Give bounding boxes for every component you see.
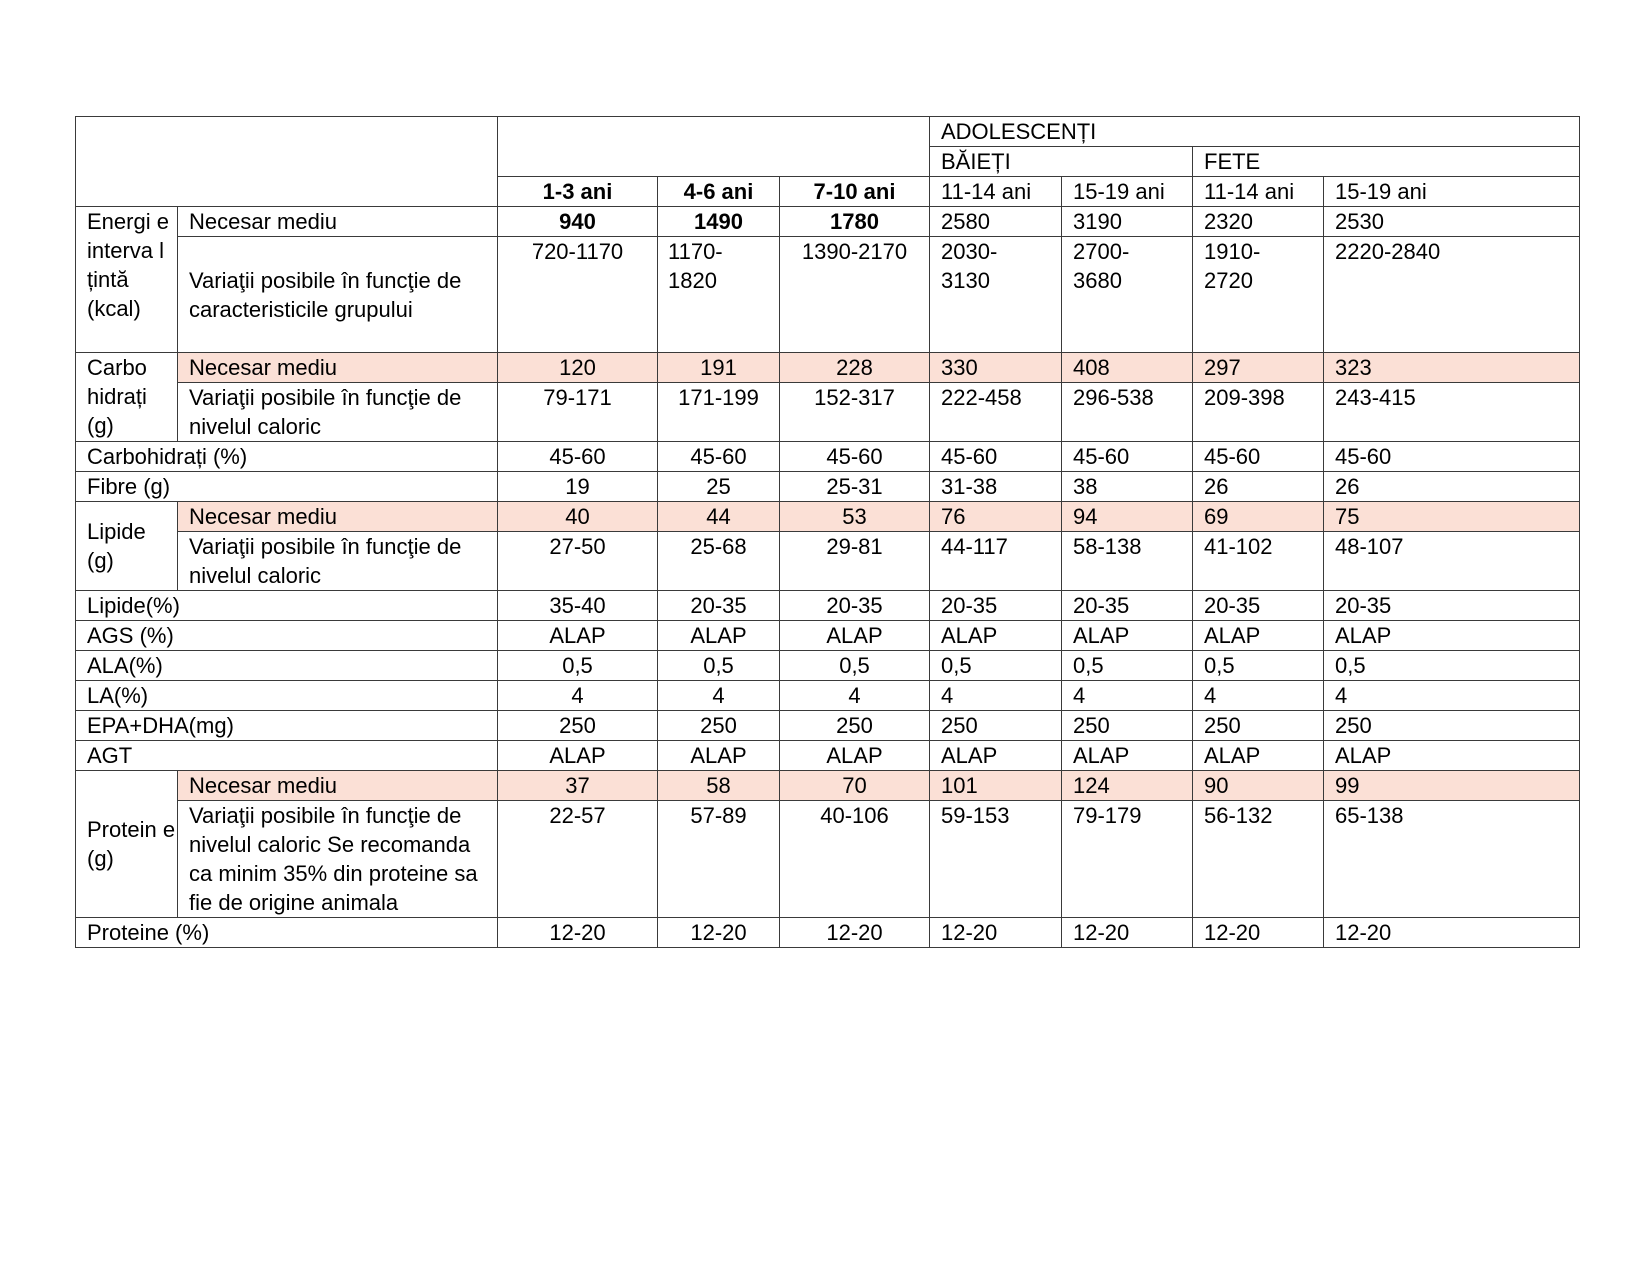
- ala-value: 0,5: [780, 651, 930, 681]
- ala-value: 0,5: [1193, 651, 1324, 681]
- ala-label: ALA(%): [76, 651, 498, 681]
- proteine-mediu-value: 37: [498, 771, 658, 801]
- lipide-var-value: 48-107: [1324, 532, 1580, 591]
- epa-value: 250: [1193, 711, 1324, 741]
- lipide-mediu-value: 76: [930, 502, 1062, 532]
- lipide-mediu-row: [76, 502, 1580, 532]
- carb-var-row: [76, 383, 1580, 442]
- fibre-value: 31-38: [930, 472, 1062, 502]
- agt-value: ALAP: [1193, 741, 1324, 771]
- age-header: 15-19 ani: [1062, 177, 1193, 207]
- carb-var-value: 79-171: [498, 383, 658, 442]
- proteine-pct-value: 12-20: [498, 918, 658, 948]
- carb-mediu-value: 330: [930, 353, 1062, 383]
- fibre-value: 25-31: [780, 472, 930, 502]
- lipide-pct-value: 35-40: [498, 591, 658, 621]
- header-adolescenti: ADOLESCENȚI: [930, 117, 1580, 147]
- energie-var-value: 1910-2720: [1193, 237, 1324, 353]
- age-header: 1-3 ani: [498, 177, 658, 207]
- lipide-var-value: 58-138: [1062, 532, 1193, 591]
- lipide-pct-value: 20-35: [1324, 591, 1580, 621]
- fibre-label: Fibre (g): [76, 472, 498, 502]
- la-value: 4: [1193, 681, 1324, 711]
- carb-var-value: 171-199: [658, 383, 780, 442]
- epa-value: 250: [498, 711, 658, 741]
- proteine-mediu-value: 99: [1324, 771, 1580, 801]
- carb-mediu-value: 120: [498, 353, 658, 383]
- agt-value: ALAP: [1062, 741, 1193, 771]
- carb-mediu-value: 323: [1324, 353, 1580, 383]
- ags-value: ALAP: [658, 621, 780, 651]
- energie-mediu-value: 2580: [930, 207, 1062, 237]
- energie-mediu-row: [76, 207, 1580, 237]
- carb-mediu-row: [76, 353, 1580, 383]
- la-value: 4: [658, 681, 780, 711]
- energie-mediu-label: Necesar mediu: [178, 207, 498, 237]
- carb-pct-value: 45-60: [1062, 442, 1193, 472]
- fibre-value: 19: [498, 472, 658, 502]
- carb-var-value: 152-317: [780, 383, 930, 442]
- energie-var-row: [76, 237, 1580, 353]
- energie-label: Energi e interva l țintă (kcal): [76, 207, 178, 353]
- la-value: 4: [1324, 681, 1580, 711]
- proteine-pct-value: 12-20: [780, 918, 930, 948]
- energie-var-value: 1390-2170: [780, 237, 930, 353]
- la-value: 4: [1062, 681, 1193, 711]
- la-label: LA(%): [76, 681, 498, 711]
- lipide-pct-row: [76, 591, 1580, 621]
- nutrition-table: [75, 116, 1580, 948]
- lipide-mediu-value: 44: [658, 502, 780, 532]
- fibre-value: 38: [1062, 472, 1193, 502]
- agt-value: ALAP: [498, 741, 658, 771]
- proteine-var-value: 79-179: [1062, 801, 1193, 918]
- energie-mediu-value: 3190: [1062, 207, 1193, 237]
- ags-value: ALAP: [1062, 621, 1193, 651]
- proteine-mediu-value: 58: [658, 771, 780, 801]
- epa-value: 250: [658, 711, 780, 741]
- lipide-pct-value: 20-35: [1062, 591, 1193, 621]
- epa-value: 250: [1062, 711, 1193, 741]
- proteine-pct-value: 12-20: [658, 918, 780, 948]
- epa-value: 250: [1324, 711, 1580, 741]
- age-header: 11-14 ani: [1193, 177, 1324, 207]
- carb-pct-value: 45-60: [780, 442, 930, 472]
- la-row: [76, 681, 1580, 711]
- carb-pct-value: 45-60: [930, 442, 1062, 472]
- ala-value: 0,5: [930, 651, 1062, 681]
- lipide-var-value: 27-50: [498, 532, 658, 591]
- lipide-var-value: 44-117: [930, 532, 1062, 591]
- fibre-value: 26: [1324, 472, 1580, 502]
- fibre-value: 25: [658, 472, 780, 502]
- carb-var-value: 296-538: [1062, 383, 1193, 442]
- energie-var-value: 720-1170: [498, 237, 658, 353]
- lipide-var-label: Variaţii posibile în funcţie de nivelul caloric: [178, 532, 498, 591]
- lipide-pct-value: 20-35: [658, 591, 780, 621]
- ags-value: ALAP: [1324, 621, 1580, 651]
- proteine-pct-value: 12-20: [1062, 918, 1193, 948]
- ags-value: ALAP: [498, 621, 658, 651]
- carb-label: Carbo hidrați (g): [76, 353, 178, 442]
- carb-pct-value: 45-60: [658, 442, 780, 472]
- age-header: 7-10 ani: [780, 177, 930, 207]
- proteine-var-value: 59-153: [930, 801, 1062, 918]
- carb-pct-label: Carbohidrați (%): [76, 442, 498, 472]
- fibre-row: [76, 472, 1580, 502]
- age-header: 11-14 ani: [930, 177, 1062, 207]
- proteine-mediu-value: 90: [1193, 771, 1324, 801]
- proteine-mediu-value: 101: [930, 771, 1062, 801]
- epa-label: EPA+DHA(mg): [76, 711, 498, 741]
- proteine-var-value: 40-106: [780, 801, 930, 918]
- energie-mediu-value: 1490: [658, 207, 780, 237]
- la-value: 4: [930, 681, 1062, 711]
- la-value: 4: [498, 681, 658, 711]
- proteine-var-label: Variaţii posibile în funcţie de nivelul caloric Se recomanda ca minim 35% din proteine sa fie de origine animala: [178, 801, 498, 918]
- carb-pct-value: 45-60: [498, 442, 658, 472]
- carb-var-value: 222-458: [930, 383, 1062, 442]
- age-header: 15-19 ani: [1324, 177, 1580, 207]
- agt-value: ALAP: [1324, 741, 1580, 771]
- energie-var-value: 1170-1820: [658, 237, 780, 353]
- ala-row: [76, 651, 1580, 681]
- proteine-mediu-value: 124: [1062, 771, 1193, 801]
- carb-mediu-value: 228: [780, 353, 930, 383]
- proteine-label: Protein e (g): [76, 771, 178, 918]
- proteine-pct-label: Proteine (%): [76, 918, 498, 948]
- ala-value: 0,5: [1062, 651, 1193, 681]
- agt-value: ALAP: [930, 741, 1062, 771]
- ags-label: AGS (%): [76, 621, 498, 651]
- lipide-mediu-value: 40: [498, 502, 658, 532]
- energie-var-value: 2030-3130: [930, 237, 1062, 353]
- carb-var-label: Variaţii posibile în funcţie de nivelul caloric: [178, 383, 498, 442]
- lipide-var-row: [76, 532, 1580, 591]
- ags-value: ALAP: [930, 621, 1062, 651]
- lipide-var-value: 29-81: [780, 532, 930, 591]
- proteine-pct-value: 12-20: [1324, 918, 1580, 948]
- energie-var-value: 2700-3680: [1062, 237, 1193, 353]
- epa-value: 250: [780, 711, 930, 741]
- lipide-var-value: 25-68: [658, 532, 780, 591]
- proteine-pct-value: 12-20: [1193, 918, 1324, 948]
- carb-pct-row: [76, 442, 1580, 472]
- energie-mediu-value: 1780: [780, 207, 930, 237]
- proteine-mediu-label: Necesar mediu: [178, 771, 498, 801]
- energie-var-label: Variaţii posibile în funcţie de caracteristicile grupului: [178, 237, 498, 353]
- lipide-label: Lipide (g): [76, 502, 178, 591]
- proteine-mediu-value: 70: [780, 771, 930, 801]
- lipide-mediu-value: 75: [1324, 502, 1580, 532]
- proteine-mediu-row: [76, 771, 1580, 801]
- header-row-1: [76, 117, 1580, 147]
- proteine-var-value: 65-138: [1324, 801, 1580, 918]
- proteine-var-value: 56-132: [1193, 801, 1324, 918]
- la-value: 4: [780, 681, 930, 711]
- lipide-pct-value: 20-35: [930, 591, 1062, 621]
- lipide-pct-value: 20-35: [780, 591, 930, 621]
- proteine-var-value: 57-89: [658, 801, 780, 918]
- header-baieti: BĂIEȚI: [930, 147, 1193, 177]
- ala-value: 0,5: [1324, 651, 1580, 681]
- epa-row: [76, 711, 1580, 741]
- proteine-var-row: [76, 801, 1580, 918]
- ala-value: 0,5: [498, 651, 658, 681]
- agt-value: ALAP: [658, 741, 780, 771]
- fibre-value: 26: [1193, 472, 1324, 502]
- lipide-mediu-value: 69: [1193, 502, 1324, 532]
- epa-value: 250: [930, 711, 1062, 741]
- energie-var-value: 2220-2840: [1324, 237, 1580, 353]
- agt-value: ALAP: [780, 741, 930, 771]
- lipide-pct-value: 20-35: [1193, 591, 1324, 621]
- lipide-pct-label: Lipide(%): [76, 591, 498, 621]
- energie-mediu-value: 940: [498, 207, 658, 237]
- ags-row: [76, 621, 1580, 651]
- agt-row: [76, 741, 1580, 771]
- lipide-mediu-label: Necesar mediu: [178, 502, 498, 532]
- carb-mediu-value: 408: [1062, 353, 1193, 383]
- agt-label: AGT: [76, 741, 498, 771]
- proteine-pct-value: 12-20: [930, 918, 1062, 948]
- carb-mediu-value: 191: [658, 353, 780, 383]
- carb-var-value: 243-415: [1324, 383, 1580, 442]
- header-fete: FETE: [1193, 147, 1580, 177]
- carb-pct-value: 45-60: [1324, 442, 1580, 472]
- energie-mediu-value: 2530: [1324, 207, 1580, 237]
- lipide-mediu-value: 94: [1062, 502, 1193, 532]
- ags-value: ALAP: [780, 621, 930, 651]
- lipide-mediu-value: 53: [780, 502, 930, 532]
- carb-var-value: 209-398: [1193, 383, 1324, 442]
- lipide-var-value: 41-102: [1193, 532, 1324, 591]
- proteine-var-value: 22-57: [498, 801, 658, 918]
- ags-value: ALAP: [1193, 621, 1324, 651]
- ala-value: 0,5: [658, 651, 780, 681]
- carb-pct-value: 45-60: [1193, 442, 1324, 472]
- proteine-pct-row: [76, 918, 1580, 948]
- carb-mediu-value: 297: [1193, 353, 1324, 383]
- header-children-blank: [498, 117, 930, 177]
- carb-mediu-label: Necesar mediu: [178, 353, 498, 383]
- energie-mediu-value: 2320: [1193, 207, 1324, 237]
- header-corner: [76, 117, 498, 207]
- age-header: 4-6 ani: [658, 177, 780, 207]
